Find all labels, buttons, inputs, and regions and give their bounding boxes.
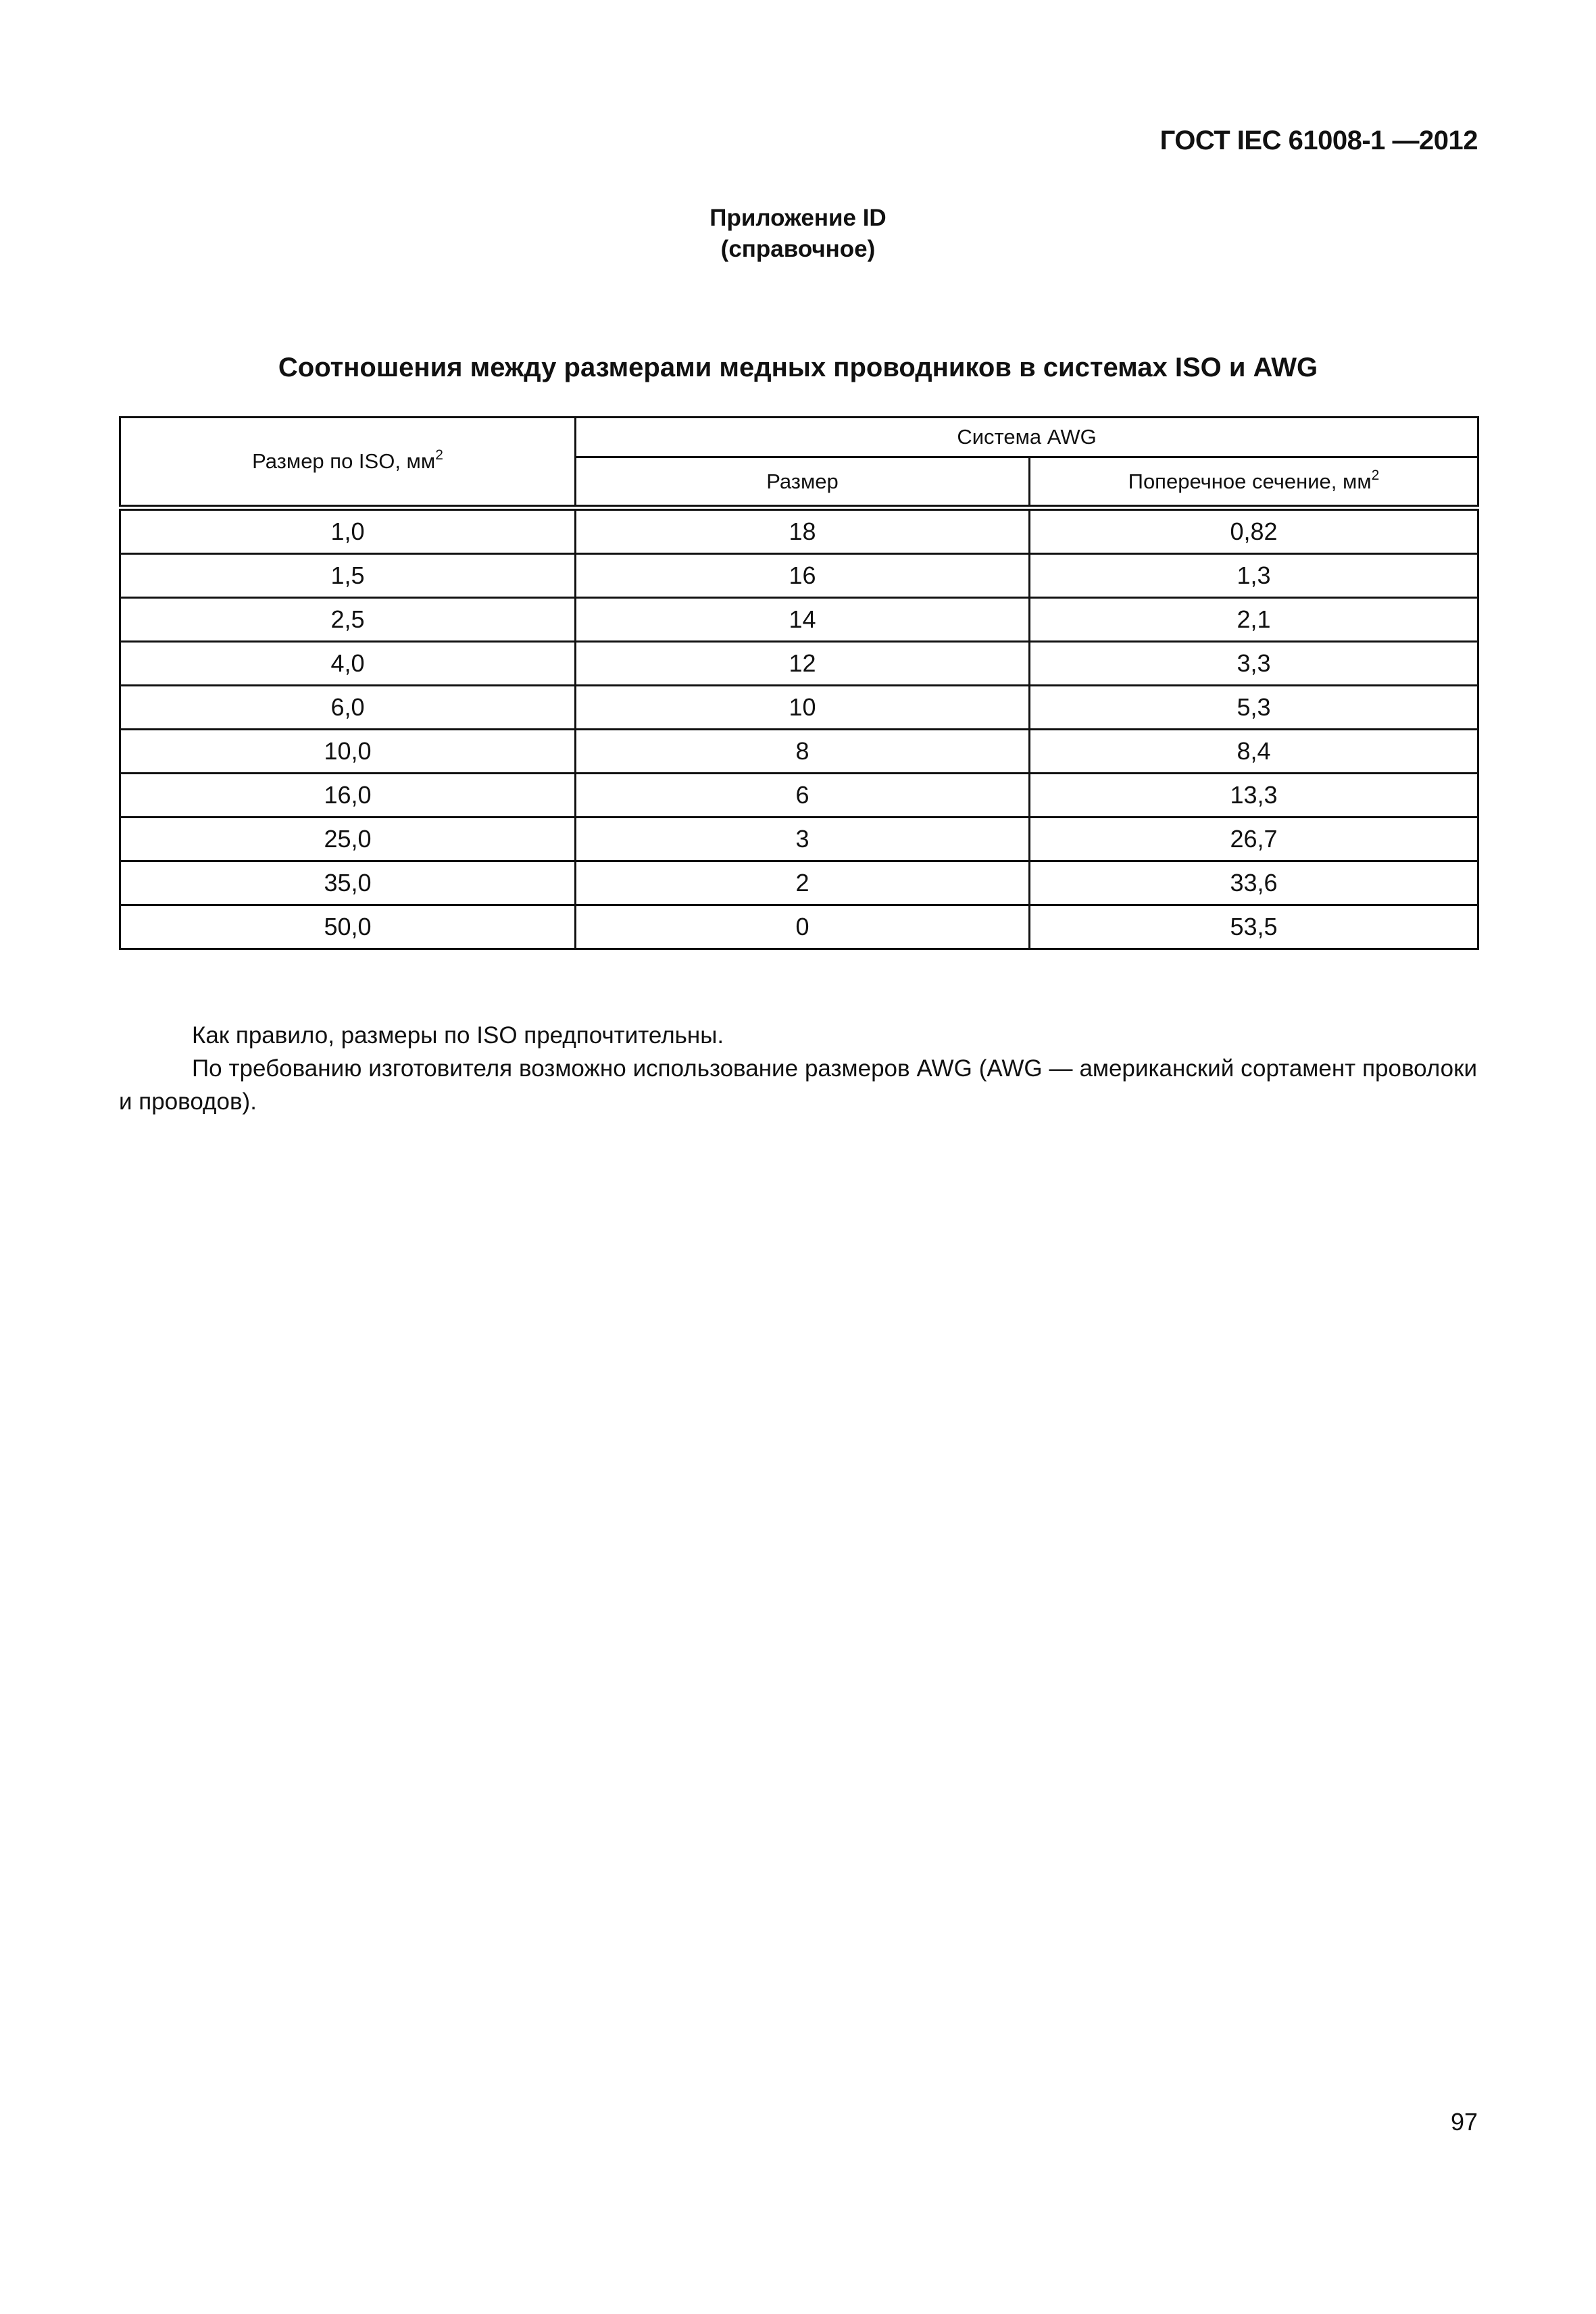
cell-iso-size: 2,5 [120,598,576,642]
cell-cross-section: 1,3 [1030,554,1478,598]
cell-iso-size: 16,0 [120,774,576,818]
table-row [120,686,1478,730]
cell-awg-size: 6 [576,774,1030,818]
table-row [120,554,1478,598]
note-paragraph: Как правило, размеры по ISO предпочтительны. [192,1022,724,1049]
header-awg-cross-section: Поперечное сечение, $мм^2$ [1030,457,1478,508]
cell-awg-size: 18 [576,508,1030,554]
cell-awg-size: 10 [576,686,1030,730]
annex-title: Приложение ID [709,205,887,231]
note-paragraph: По требованию изготовителя возможно использование размеров AWG (AWG — американский сортамент проволоки и проводов). [119,1055,1477,1115]
cell-awg-size: 8 [576,730,1030,774]
table-row [120,861,1478,905]
cell-awg-size: 0 [576,905,1030,949]
cell-cross-section: 8,4 [1030,730,1478,774]
cell-iso-size: 25,0 [120,818,576,861]
annex-type: (справочное) [720,236,876,262]
cell-cross-section: 26,7 [1030,818,1478,861]
cell-awg-size: 2 [576,861,1030,905]
header-awg-cross-section-exponent: 2 [1371,467,1380,483]
cell-iso-size: 10,0 [120,730,576,774]
annex-heading [0,203,1596,265]
table-row [120,730,1478,774]
table-row [120,774,1478,818]
table-title: Соотношения между размерами медных проводников в системах ISO и AWG [278,353,1318,382]
notes-section [119,1019,1477,1118]
header-iso-size: Размер по ISO, $мм^2$ [120,418,576,508]
header-awg-size: Размер [576,457,1030,508]
cell-cross-section: 33,6 [1030,861,1478,905]
cell-cross-section: 5,3 [1030,686,1478,730]
cell-cross-section: 3,3 [1030,642,1478,686]
conductor-size-table [119,416,1479,950]
header-awg-system: Система AWG [576,418,1478,457]
table-row [120,905,1478,949]
table-row [120,642,1478,686]
table-row [120,818,1478,861]
cell-iso-size: 6,0 [120,686,576,730]
table-row [120,598,1478,642]
cell-iso-size: 4,0 [120,642,576,686]
header-iso-size-exponent: 2 [435,447,443,463]
cell-cross-section: 0,82 [1030,508,1478,554]
cell-awg-size: 16 [576,554,1030,598]
cell-iso-size: 1,0 [120,508,576,554]
document-standard-header: ГОСТ IEC 61008-1 —2012 [1159,126,1478,155]
cell-iso-size: 50,0 [120,905,576,949]
cell-cross-section: 2,1 [1030,598,1478,642]
table-row [120,508,1478,554]
cell-awg-size: 12 [576,642,1030,686]
page-number: 97 [1450,2108,1478,2136]
cell-awg-size: 3 [576,818,1030,861]
cell-cross-section: 13,3 [1030,774,1478,818]
cell-cross-section: 53,5 [1030,905,1478,949]
cell-awg-size: 14 [576,598,1030,642]
cell-iso-size: 1,5 [120,554,576,598]
cell-iso-size: 35,0 [120,861,576,905]
